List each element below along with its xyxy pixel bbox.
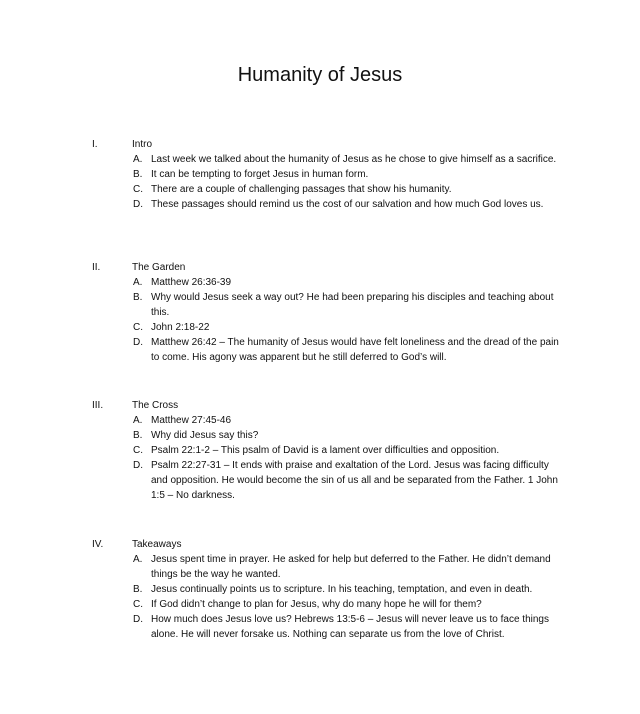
section-heading: The Cross [132, 400, 179, 411]
item-letter: A. [133, 415, 143, 426]
section-heading: The Garden [132, 262, 186, 273]
section-items [0, 152, 640, 212]
list-item [0, 458, 640, 503]
list-item [0, 167, 640, 182]
item-letter: D. [133, 614, 143, 625]
item-letter: C. [133, 445, 143, 456]
section-heading: Takeaways [132, 539, 182, 550]
item-letter: A. [133, 154, 143, 165]
item-letter: B. [133, 584, 143, 595]
item-text: Matthew 26:36-39 [151, 277, 232, 288]
item-letter: C. [133, 184, 143, 195]
list-item [0, 413, 640, 428]
item-text: Matthew 27:45-46 [151, 415, 232, 426]
item-text: Psalm 22:1-2 – This psalm of David is a lament over difficulties and opposition. [151, 445, 500, 456]
item-text: How much does Jesus love us? Hebrews 13:5-6 – Jesus will never leave us to face things alone. He will never forsake us. Nothing can separate us from the love of Christ. [151, 614, 549, 640]
list-item [0, 335, 640, 365]
item-letter: D. [133, 199, 143, 210]
item-text: It can be tempting to forget Jesus in human form. [151, 169, 369, 180]
item-text: There are a couple of challenging passages that show his humanity. [151, 184, 452, 195]
page-title: Humanity of Jesus [237, 64, 403, 86]
section-heading: Intro [132, 139, 153, 150]
item-letter: C. [133, 599, 143, 610]
item-text: Why would Jesus seek a way out? He had been preparing his disciples and teaching about this. [151, 292, 554, 318]
section-numeral: I. [92, 139, 98, 150]
list-item [0, 152, 640, 167]
item-text: These passages should remind us the cost of our salvation and how much God loves us. [151, 199, 544, 210]
item-letter: B. [133, 430, 143, 441]
list-item [0, 197, 640, 212]
section-items [0, 413, 640, 503]
item-letter: D. [133, 460, 143, 471]
item-letter: B. [133, 169, 143, 180]
item-letter: D. [133, 337, 143, 348]
item-text: Matthew 26:42 – The humanity of Jesus would have felt loneliness and the dread of the pain to come. His agony was apparent but he still deferred to God’s will. [151, 337, 559, 363]
list-item [0, 428, 640, 443]
item-text: If God didn’t change to plan for Jesus, why do many hope he will for them? [151, 599, 482, 610]
item-letter: C. [133, 322, 143, 333]
list-item [0, 582, 640, 597]
list-item [0, 443, 640, 458]
list-item [0, 290, 640, 320]
item-text: Psalm 22:27-31 – It ends with praise and exaltation of the Lord. Jesus was facing difficulty and opposition. He would become the sin of us all and be separated from the Father. 1 John 1:5 – No darkness. [151, 460, 558, 501]
item-text: Jesus spent time in prayer. He asked for help but deferred to the Father. He didn’t demand things be the way he wanted. [151, 554, 551, 580]
item-text: Why did Jesus say this? [151, 430, 259, 441]
list-item [0, 612, 640, 642]
list-item [0, 597, 640, 612]
item-letter: A. [133, 554, 143, 565]
item-letter: B. [133, 292, 143, 303]
list-item [0, 182, 640, 197]
item-text: Last week we talked about the humanity of Jesus as he chose to give himself as a sacrifice. [151, 154, 557, 165]
list-item [0, 552, 640, 582]
list-item [0, 275, 640, 290]
list-item [0, 320, 640, 335]
section-numeral: III. [92, 400, 104, 411]
section-items [0, 552, 640, 642]
item-text: John 2:18-22 [151, 322, 210, 333]
section-numeral: IV. [92, 539, 104, 550]
section-numeral: II. [92, 262, 101, 273]
item-letter: A. [133, 277, 143, 288]
item-text: Jesus continually points us to scripture. In his teaching, temptation, and even in death. [151, 584, 533, 595]
section-items [0, 275, 640, 365]
